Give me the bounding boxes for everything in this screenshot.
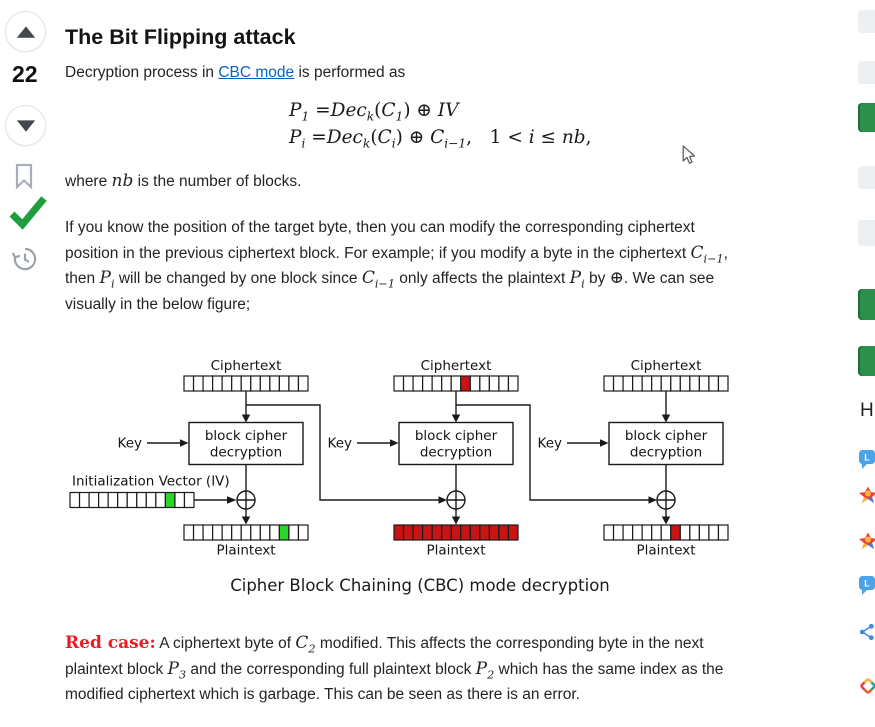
byte-cell — [423, 376, 433, 391]
svg-text:block cipher: block cipher — [414, 428, 498, 444]
byte-cell — [251, 376, 261, 391]
byte-cell — [623, 376, 633, 391]
byte-cell — [508, 525, 518, 540]
triangle-down-icon — [15, 119, 37, 133]
byte-cell — [470, 376, 480, 391]
byte-cell — [413, 376, 423, 391]
byte-cell — [432, 525, 442, 540]
byte-cell — [203, 525, 213, 540]
math-token: = — [309, 100, 331, 121]
byte-cell — [680, 376, 690, 391]
byte-cell — [423, 525, 433, 540]
byte-cell — [661, 525, 671, 540]
byte-cell — [89, 493, 99, 508]
byte-cell — [614, 525, 624, 540]
byte-cell — [451, 376, 461, 391]
red-case-paragraph — [65, 631, 723, 708]
byte-cell — [699, 525, 709, 540]
svg-text:Key: Key — [537, 435, 562, 452]
triangle-up-icon — [15, 25, 37, 39]
byte-cell — [156, 493, 166, 508]
math-token: $C_{i-1}$ — [690, 242, 724, 265]
red-case-line: plaintext block $P_3$ and the corresponding full plaintext block $P_2$ which has the same index as the — [65, 658, 724, 681]
check-icon[interactable] — [6, 191, 49, 239]
where-paragraph — [65, 169, 301, 195]
svg-text:L: L — [864, 452, 870, 463]
scroll-up-button[interactable] — [5, 11, 46, 52]
body-line: visually in the below figure; — [65, 295, 251, 313]
math-token: $P_2$ — [475, 658, 495, 681]
svg-text:decryption: decryption — [209, 444, 283, 461]
byte-cell — [127, 493, 137, 508]
tab-thumbnail-green[interactable] — [858, 103, 875, 132]
byte-cell — [241, 376, 251, 391]
equation-line-2 — [289, 124, 592, 151]
page-number: 22 — [12, 61, 38, 87]
byte-cell — [604, 376, 614, 391]
math-token: i — [528, 127, 535, 148]
where-line: where nb is the number of blocks. — [65, 171, 302, 191]
byte-cell — [489, 376, 499, 391]
byte-cell — [671, 376, 681, 391]
byte-cell — [499, 376, 509, 391]
math-token: = — [305, 127, 327, 148]
equation-line-1 — [289, 97, 592, 124]
byte-cell — [270, 525, 280, 540]
red-case-line: Red case: A ciphertext byte of $C_2$ modified. This affects the corresponding byte in the next — [65, 633, 704, 656]
byte-cell — [489, 525, 499, 540]
math-token: IV — [437, 100, 459, 121]
byte-cell — [404, 376, 414, 391]
byte-cell — [499, 525, 509, 540]
byte-cell — [671, 525, 681, 540]
byte-cell — [699, 376, 709, 391]
tab-favicon-pin[interactable] — [858, 530, 875, 552]
intro-paragraph — [65, 60, 405, 86]
cbc-mode-link[interactable]: CBC mode — [218, 64, 295, 81]
byte-cell — [442, 525, 452, 540]
math-token: $P_1$ — [289, 100, 310, 124]
byte-cell — [70, 493, 80, 508]
math-token: $C_1$ — [381, 100, 404, 124]
byte-cell — [165, 493, 175, 508]
byte-cell — [241, 525, 251, 540]
byte-cell — [480, 525, 490, 540]
tab-thumbnail-green[interactable] — [858, 346, 875, 376]
byte-cell — [633, 525, 643, 540]
byte-cell — [661, 376, 671, 391]
plaintext-block-2 — [394, 525, 518, 540]
body-line: position in the previous ciphertext block. For example; if you modify a byte in the ciphertext $C_{i-1}$, — [65, 242, 728, 265]
math-token: ) ⊕ — [403, 100, 438, 121]
cbc-diagram — [65, 352, 795, 564]
iv-block — [70, 493, 194, 508]
byte-cell — [289, 525, 299, 540]
math-token: nb — [561, 127, 586, 148]
svg-text:block cipher: block cipher — [204, 428, 288, 444]
byte-cell — [642, 525, 652, 540]
tab-thumbnail-gray[interactable] — [858, 166, 875, 189]
svg-text:Plaintext: Plaintext — [636, 542, 696, 559]
byte-cell — [184, 376, 194, 391]
byte-cell — [260, 376, 270, 391]
byte-cell — [652, 376, 662, 391]
byte-cell — [461, 376, 471, 391]
equation-block — [289, 97, 592, 151]
byte-cell — [480, 376, 490, 391]
mouse-cursor-icon — [682, 145, 697, 171]
tab-thumbnail-green[interactable] — [858, 289, 875, 320]
svg-text:block cipher: block cipher — [624, 428, 708, 444]
ciphertext-block-3 — [604, 376, 728, 391]
bookmark-icon[interactable] — [14, 163, 34, 194]
byte-cell — [394, 376, 404, 391]
byte-cell — [709, 525, 719, 540]
math-token: $P_i$ — [289, 127, 306, 151]
red-case-line: modified ciphertext which is garbage. This can be seen as there is an error. — [65, 686, 580, 704]
byte-cell — [137, 493, 147, 508]
byte-cell — [99, 493, 109, 508]
byte-cell — [709, 376, 719, 391]
math-token: ≤ — [534, 127, 562, 148]
byte-cell — [461, 525, 471, 540]
byte-cell — [413, 525, 423, 540]
math-token: ) ⊕ — [395, 127, 431, 148]
tab-favicon-pin[interactable] — [858, 484, 875, 506]
byte-cell — [451, 525, 461, 540]
byte-cell — [251, 525, 261, 540]
byte-cell — [604, 525, 614, 540]
byte-cell — [279, 376, 289, 391]
figure-caption: Cipher Block Chaining (CBC) mode decryption — [230, 576, 610, 595]
byte-cell — [470, 525, 480, 540]
byte-cell — [184, 493, 194, 508]
byte-cell — [194, 376, 204, 391]
math-token: $C_{i-1}$ — [430, 127, 467, 151]
math-token: , 1 < — [466, 127, 529, 148]
byte-cell — [270, 376, 280, 391]
byte-cell — [232, 376, 242, 391]
byte-cell — [175, 493, 185, 508]
byte-cell — [652, 525, 662, 540]
byte-cell — [633, 376, 643, 391]
math-token: , — [585, 127, 592, 148]
byte-cell — [203, 376, 213, 391]
svg-text:Ciphertext: Ciphertext — [210, 358, 282, 374]
byte-cell — [213, 376, 223, 391]
byte-cell — [718, 376, 728, 391]
byte-cell — [194, 525, 204, 540]
svg-text:Ciphertext: Ciphertext — [420, 358, 492, 374]
byte-cell — [146, 493, 156, 508]
red-case-label: Red case: — [65, 633, 156, 653]
byte-cell — [260, 525, 270, 540]
math-token: $P_i$ — [569, 268, 585, 291]
tab-favicon-chat[interactable] — [858, 449, 875, 471]
tab-favicon-share[interactable] — [858, 621, 875, 643]
svg-text:Initialization Vector (IV): Initialization Vector (IV) — [72, 473, 230, 490]
byte-cell — [718, 525, 728, 540]
tab-favicon-diamond[interactable] — [858, 675, 875, 697]
svg-text:Plaintext: Plaintext — [426, 542, 486, 559]
svg-text:Ciphertext: Ciphertext — [630, 358, 702, 374]
svg-text:Plaintext: Plaintext — [216, 542, 276, 559]
byte-cell — [118, 493, 128, 508]
body-line: If you know the position of the target byte, then you can modify the corresponding ciphertext — [65, 219, 695, 236]
ciphertext-block-1 — [184, 376, 308, 391]
body-line: then $P_i$ will be changed by one block since $C_{i-1}$ only affects the plaintext $P_i$ by ⊕. We can see — [65, 268, 715, 291]
page-title: The Bit Flipping attack — [65, 25, 296, 50]
math-token: ( — [374, 100, 382, 121]
history-icon[interactable] — [11, 245, 39, 278]
byte-cell — [184, 525, 194, 540]
right-rail — [858, 0, 875, 727]
byte-cell — [279, 525, 289, 540]
svg-text:decryption: decryption — [629, 444, 703, 461]
svg-text:L: L — [864, 578, 870, 589]
byte-cell — [222, 525, 232, 540]
byte-cell — [289, 376, 299, 391]
byte-cell — [680, 525, 690, 540]
byte-cell — [232, 525, 242, 540]
tab-favicon-chat[interactable] — [858, 575, 875, 597]
scroll-down-button[interactable] — [5, 105, 46, 146]
body-paragraph — [65, 215, 728, 317]
byte-cell — [80, 493, 90, 508]
byte-cell — [213, 525, 223, 540]
svg-text:decryption: decryption — [419, 444, 493, 461]
byte-cell — [298, 376, 308, 391]
byte-cell — [623, 525, 633, 540]
math-token: ⊕ — [609, 268, 624, 289]
math-token: Dec$_k$ — [326, 127, 371, 151]
tab-title-letter[interactable]: H — [860, 400, 874, 421]
ciphertext-block-2 — [394, 376, 518, 391]
byte-cell — [298, 525, 308, 540]
math-token: $P_i$ — [99, 268, 115, 291]
math-token: nb — [111, 171, 134, 191]
byte-cell — [614, 376, 624, 391]
math-token: $P_3$ — [167, 658, 187, 681]
math-token: $C_i$ — [377, 127, 396, 151]
svg-text:Key: Key — [117, 435, 142, 452]
plaintext-block-1 — [184, 525, 308, 540]
math-token: ( — [370, 127, 378, 148]
byte-cell — [642, 376, 652, 391]
byte-cell — [690, 525, 700, 540]
cbc-diagram-figure — [65, 352, 795, 569]
byte-cell — [690, 376, 700, 391]
byte-cell — [404, 525, 414, 540]
byte-cell — [442, 376, 452, 391]
math-token: Dec$_k$ — [330, 100, 375, 124]
plaintext-block-3 — [604, 525, 728, 540]
intro-line: Decryption process in CBC mode is performed as — [65, 64, 406, 81]
byte-cell — [508, 376, 518, 391]
svg-text:Key: Key — [327, 435, 352, 452]
tab-thumbnail-gray[interactable] — [858, 220, 875, 246]
byte-cell — [432, 376, 442, 391]
byte-cell — [222, 376, 232, 391]
tab-thumbnail-gray[interactable] — [858, 10, 875, 33]
byte-cell — [108, 493, 118, 508]
math-token: $C_{i-1}$ — [361, 268, 395, 291]
tab-thumbnail-gray[interactable] — [858, 61, 875, 84]
math-token: $C_2$ — [295, 633, 316, 656]
byte-cell — [394, 525, 404, 540]
